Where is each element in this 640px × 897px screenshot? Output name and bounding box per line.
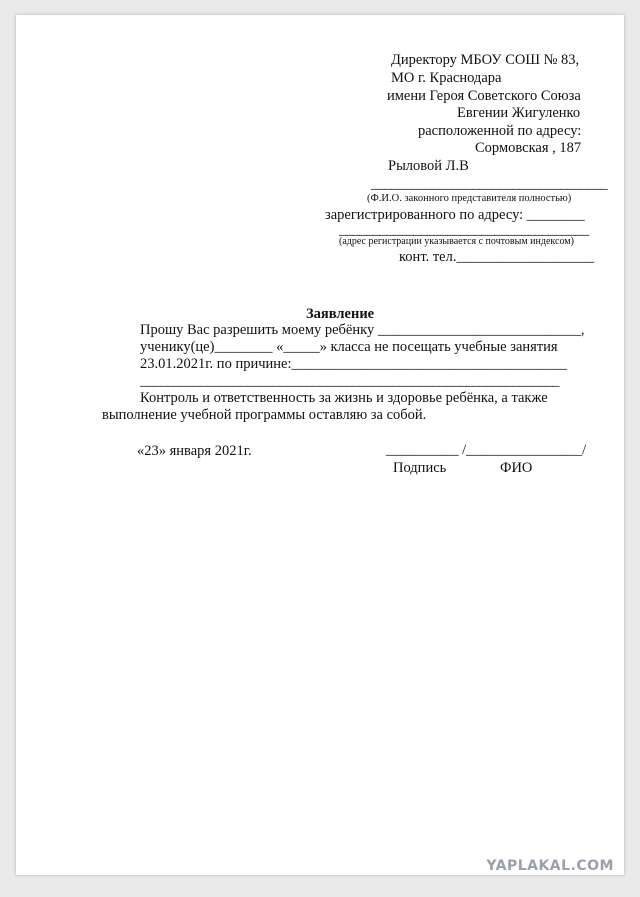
fio-label: ФИО xyxy=(500,460,533,476)
signature-date: «23» января 2021г. xyxy=(137,443,252,459)
header-line-recipient-name: Рыловой Л.В xyxy=(388,158,469,174)
header-line-director: Директору МБОУ СОШ № 83, xyxy=(391,52,580,68)
body-line-curriculum: выполнение учебной программы оставляю за собой. xyxy=(102,407,427,423)
applicant-phone: конт. тел.___________________ xyxy=(399,249,595,265)
applicant-address-line: _____________________________________ xyxy=(339,222,589,238)
header-line-located: расположенной по адресу: xyxy=(418,123,582,139)
header-line-address: Сормовская , 187 xyxy=(475,140,582,156)
header-line-municipality: МО г. Краснодара xyxy=(391,70,502,86)
signature-label: Подпись xyxy=(393,460,447,476)
applicant-name-line: ___________________________________ xyxy=(371,176,608,192)
applicant-address-label: зарегистрированного по адресу: ________ xyxy=(325,207,585,223)
document-title: Заявление xyxy=(306,306,375,322)
body-line-reason-continued: _______________________________________________________________ xyxy=(140,373,559,389)
watermark: YAPLAKAL.COM xyxy=(486,858,614,874)
body-line-request: Прошу Вас разрешить моему ребёнку ____________________________, xyxy=(140,322,585,338)
body-line-responsibility: Контроль и ответственность за жизнь и здоровье ребёнка, а также xyxy=(140,390,548,406)
signature-line: __________ /________________/ xyxy=(386,442,587,458)
header-line-named-after: имени Героя Советского Союза xyxy=(387,88,581,104)
applicant-name-hint: (Ф.И.О. законного представителя полностью) xyxy=(367,193,572,204)
applicant-address-hint: (адрес регистрации указывается с почтовым индексом) xyxy=(339,236,574,247)
body-line-date-reason: 23.01.2021г. по причине:______________________________________ xyxy=(140,356,567,372)
body-line-student-class: ученику(це)________ «_____» класса не посещать учебные занятия xyxy=(140,339,558,355)
header-line-hero-name: Евгении Жигуленко xyxy=(457,105,581,121)
document-page xyxy=(16,15,624,875)
